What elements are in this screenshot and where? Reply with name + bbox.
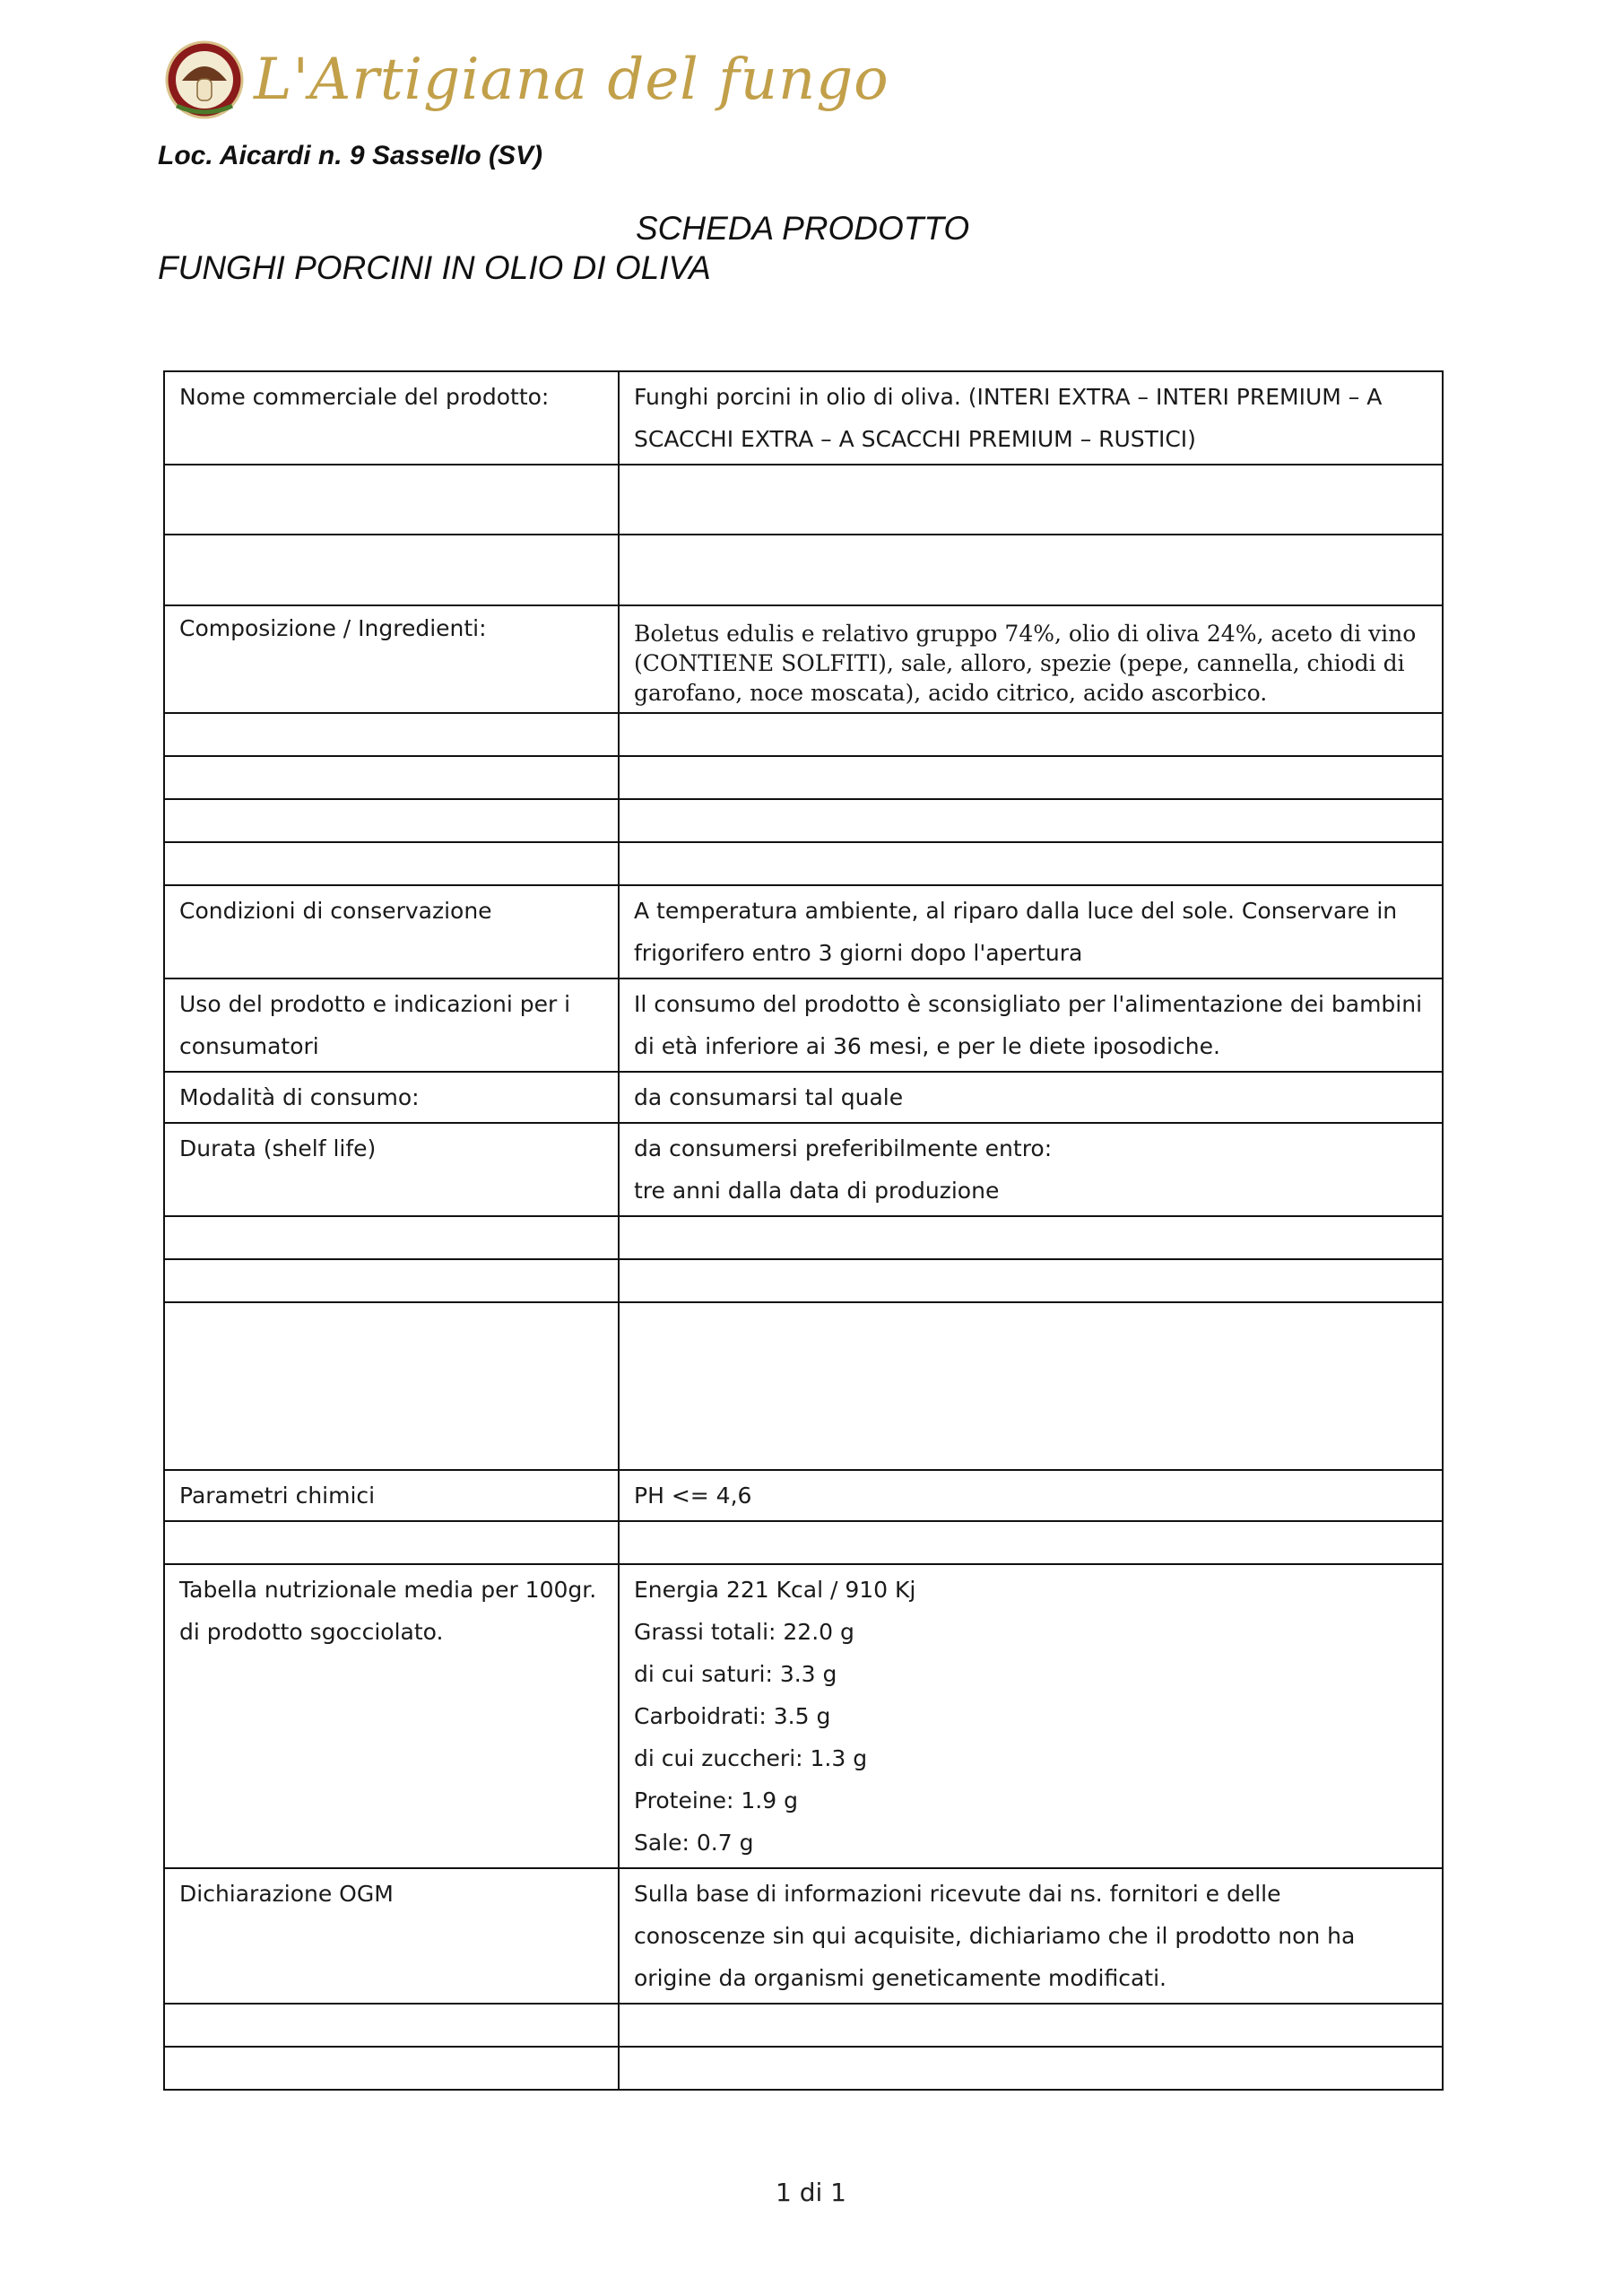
table-row: [164, 885, 1443, 978]
table-row-empty: [164, 1216, 1443, 1259]
value-cell: PH <= 4,6: [619, 1470, 1443, 1521]
table-row-empty: [164, 465, 1443, 535]
table-row-empty: [164, 756, 1443, 799]
label-cell: Tabella nutrizionale media per 100gr. di prodotto sgocciolato.: [164, 1564, 619, 1868]
mushroom-seal-icon: [164, 39, 245, 120]
nutrition-item: di cui saturi: 3.3 g: [634, 1661, 837, 1687]
table-row-empty: [164, 535, 1443, 605]
company-address: Loc. Aicardi n. 9 Sassello (SV): [158, 141, 543, 170]
table-row: [164, 1564, 1443, 1868]
label-cell: Durata (shelf life): [164, 1123, 619, 1216]
value-line: da consumersi preferibilmente entro:: [634, 1135, 1053, 1161]
table-row: [164, 1072, 1443, 1123]
nutrition-item: Carboidrati: 3.5 g: [634, 1703, 831, 1729]
table-row-empty: [164, 1521, 1443, 1564]
table-row-empty: [164, 842, 1443, 885]
nutrition-item: Proteine: 1.9 g: [634, 1787, 798, 1813]
table-row-empty: [164, 799, 1443, 842]
table-row-empty: [164, 2004, 1443, 2047]
table-row: [164, 605, 1443, 713]
logo-wordmark: L'Artigiana del fungo: [254, 47, 889, 113]
value-cell: Boletus edulis e relativo gruppo 74%, olio di oliva 24%, aceto di vino (CONTIENE SOLFITI), sale, alloro, spezie (pepe, cannella, chiodi di garofano, noce moscata), acido citrico, acido ascorbico.: [619, 605, 1443, 713]
nutrition-item: Grassi totali: 22.0 g: [634, 1619, 854, 1645]
nutrition-item: Sale: 0.7 g: [634, 1830, 754, 1856]
value-cell: [619, 1868, 1443, 2004]
label-cell: Nome commerciale del prodotto:: [164, 371, 619, 465]
table-row-empty: [164, 713, 1443, 756]
table-row: [164, 978, 1443, 1072]
table-row-empty: [164, 1259, 1443, 1302]
label-cell: Condizioni di conservazione: [164, 885, 619, 978]
table-row: [164, 1123, 1443, 1216]
value-cell: A temperatura ambiente, al riparo dalla luce del sole. Conservare in frigorifero entro 3 giorni dopo l'apertura: [619, 885, 1443, 978]
value-line: conoscenze sin qui acquisite, dichiariamo che il prodotto non ha origine da organismi geneticamente modificati.: [634, 1923, 1356, 1991]
label-cell: Composizione / Ingredienti:: [164, 605, 619, 713]
value-cell: da consumarsi tal quale: [619, 1072, 1443, 1123]
label-cell: Parametri chimici: [164, 1470, 619, 1521]
table-row-empty: [164, 2047, 1443, 2090]
value-line: tre anni dalla data di produzione: [634, 1178, 1000, 1204]
value-cell: Il consumo del prodotto è sconsigliato per l'alimentazione dei bambini di età inferiore ai 36 mesi, e per le diete iposodiche.: [619, 978, 1443, 1072]
product-name-heading: FUNGHI PORCINI IN OLIO DI OLIVA: [158, 249, 711, 286]
company-logo: [164, 36, 889, 126]
table-row: [164, 1470, 1443, 1521]
page-number: 1 di 1: [776, 2178, 846, 2207]
nutrition-list: [619, 1564, 1443, 1868]
label-cell: Dichiarazione OGM: [164, 1868, 619, 2004]
label-cell: Modalità di consumo:: [164, 1072, 619, 1123]
value-line: Sulla base di informazioni ricevute dai ns. fornitori e delle: [634, 1881, 1281, 1907]
nutrition-item: di cui zuccheri: 1.3 g: [634, 1745, 868, 1771]
nutrition-item: Energia 221 Kcal / 910 Kj: [634, 1577, 916, 1603]
table-row: [164, 371, 1443, 465]
product-sheet-table: [163, 370, 1444, 2091]
value-cell: [619, 1123, 1443, 1216]
value-cell: Funghi porcini in olio di oliva. (INTERI EXTRA – INTERI PREMIUM – A SCACCHI EXTRA – A SCACCHI PREMIUM – RUSTICI): [619, 371, 1443, 465]
label-cell: Uso del prodotto e indicazioni per i consumatori: [164, 978, 619, 1072]
table-row: [164, 1868, 1443, 2004]
document-title: SCHEDA PRODOTTO: [636, 210, 970, 247]
table-row-empty: [164, 1302, 1443, 1470]
